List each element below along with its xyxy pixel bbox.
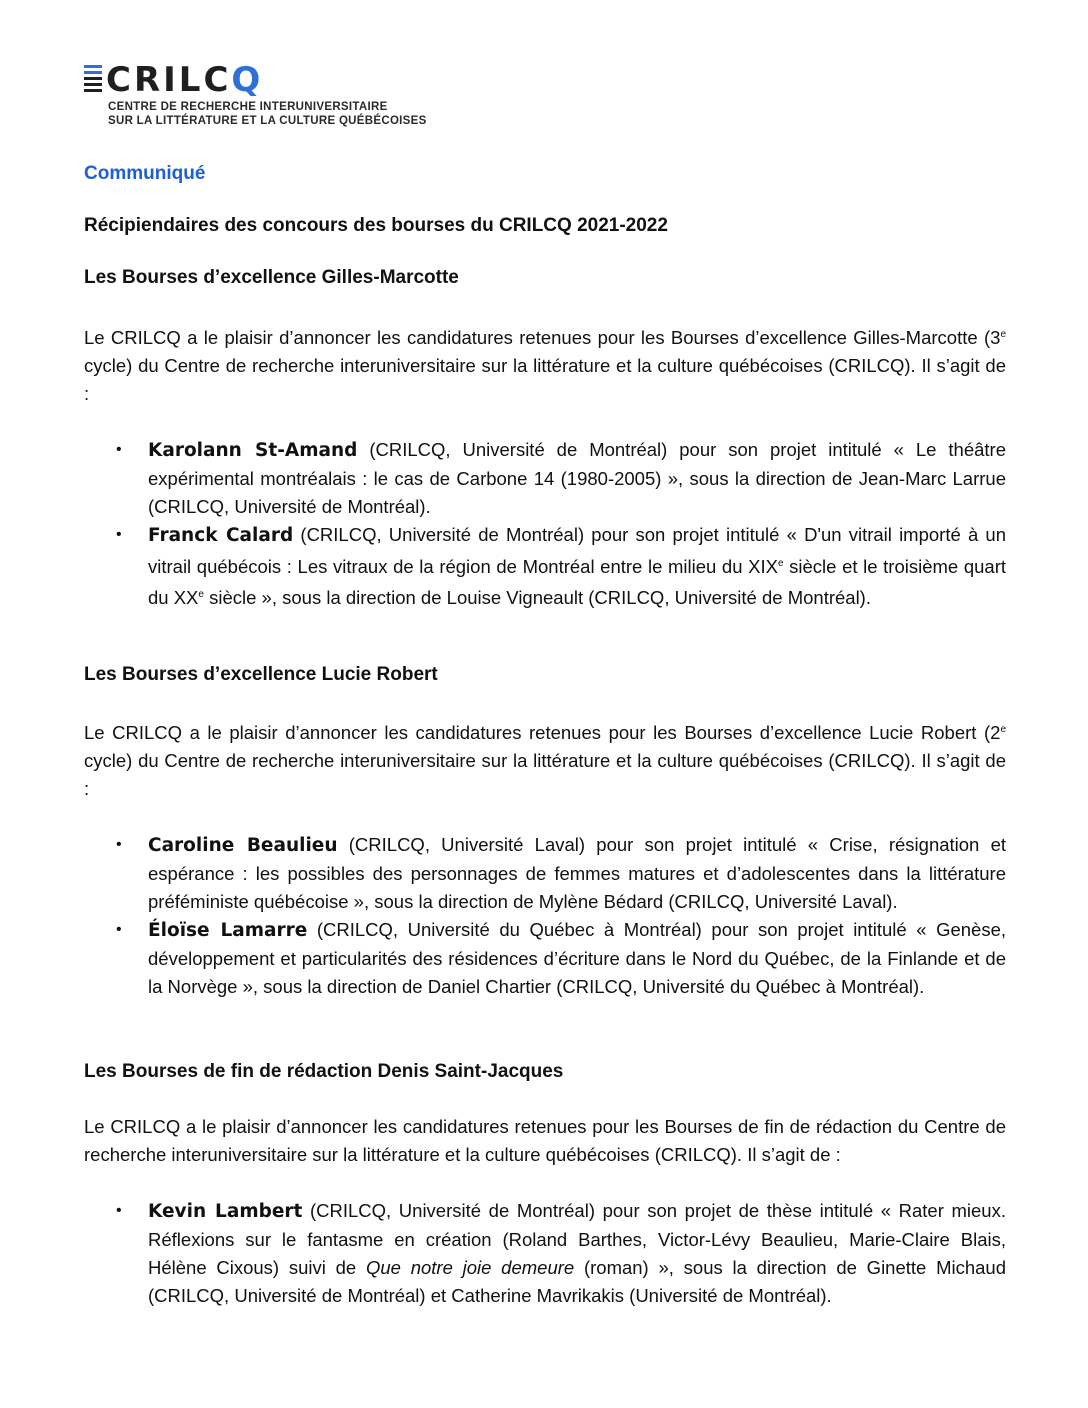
section-denis-saint-jacques bbox=[84, 1061, 1006, 1310]
section-intro: Le CRILCQ a le plaisir d’annoncer les candidatures retenues pour les Bourses d’excellence Lucie Robert (2e cycle) du Centre de recherche interuniversitaire sur la littérature et la culture québécoises (CRILCQ). Il s’agit de : bbox=[84, 722, 1006, 800]
recipient-name: Éloïse Lamarre bbox=[148, 920, 308, 942]
section-title: Les Bourses d’excellence Gilles-Marcotte bbox=[84, 267, 459, 288]
bullet-icon: • bbox=[116, 836, 122, 854]
bullet-icon: • bbox=[116, 1202, 122, 1219]
list-item: • Karolann St-Amand (CRILCQ, Université de Montréal) pour son projet intitulé « Le théâtre expérimental montréalais : le cas de Carbone 14 (1980-2005) », sous la direction de Jean-Marc Larrue (CRILCQ, Université de Montréal). bbox=[148, 436, 1006, 521]
recipient-list bbox=[84, 831, 1006, 1001]
section-lucie-robert bbox=[84, 664, 1006, 1001]
recipient-name: Karolann St-Amand bbox=[148, 440, 358, 462]
recipient-list bbox=[84, 1197, 1006, 1310]
recipient-name: Franck Calard bbox=[148, 525, 294, 547]
document-page bbox=[84, 60, 1007, 1306]
list-item: • Kevin Lambert (CRILCQ, Université de Montréal) pour son projet de thèse intitulé « Rater mieux. Réflexions sur le fantasme en création (Roland Barthes, Victor-Lévy Beaulieu, Marie-Claire Blais, Hélène Cixous) suivi de Que notre joie demeure (roman) », sous la direction de Ginette Michaud (CRILCQ, Université de Montréal) et Catherine Mavrikakis (Université de Montréal). bbox=[148, 1197, 1006, 1310]
section-intro: Le CRILCQ a le plaisir d’annoncer les candidatures retenues pour les Bourses de fin de rédaction du Centre de recherche interuniversitaire sur la littérature et la culture québécoises (CRILCQ). Il s’agit de : bbox=[84, 1116, 1006, 1165]
list-item: • Éloïse Lamarre (CRILCQ, Université du Québec à Montréal) pour son projet intitulé « Genèse, développement et particularités des résidences d’écriture dans le Nord du Québec, de la Finlande et de la Norvège », sous la direction de Daniel Chartier (CRILCQ, Université du Québec à Montréal). bbox=[148, 916, 1006, 1001]
section-title: Les Bourses d’excellence Lucie Robert bbox=[84, 664, 438, 685]
recipient-list bbox=[84, 436, 1006, 612]
list-item: • Caroline Beaulieu (CRILCQ, Université Laval) pour son projet intitulé « Crise, résignation et espérance : les possibles des personnages de femmes matures et d’adolescentes dans la littérature préféministe québécoise », sous la direction de Mylène Bédard (CRILCQ, Université Laval). bbox=[148, 831, 1006, 916]
section-gilles-marcotte bbox=[84, 267, 1006, 612]
page-title: Récipiendaires des concours des bourses du CRILCQ 2021-2022 bbox=[84, 215, 668, 236]
list-item: • Franck Calard (CRILCQ, Université de Montréal) pour son projet intitulé « D'un vitrail importé à un vitrail québécois : Les vitraux de la région de Montréal entre le milieu du XIXe siècle et le troisième quart du XXe siècle », sous la direction de Louise Vigneault (CRILCQ, Université de Montréal). bbox=[148, 521, 1006, 612]
logo-wordmark: CRILCQ bbox=[106, 60, 264, 100]
bullet-icon: • bbox=[116, 441, 122, 459]
bullet-icon: • bbox=[116, 921, 122, 939]
logo-stripes-icon bbox=[84, 65, 104, 95]
crilcq-logo bbox=[84, 60, 1006, 132]
bullet-icon: • bbox=[116, 526, 122, 544]
communique-label: Communiqué bbox=[84, 163, 206, 184]
logo-subtitle: CENTRE DE RECHERCHE INTERUNIVERSITAIRE SUR LA LITTÉRATURE ET LA CULTURE QUÉBÉCOISES bbox=[108, 101, 427, 127]
section-title: Les Bourses de fin de rédaction Denis Saint-Jacques bbox=[84, 1061, 564, 1082]
recipient-name: Kevin Lambert bbox=[148, 1201, 303, 1222]
recipient-name: Caroline Beaulieu bbox=[148, 835, 338, 857]
section-intro: Le CRILCQ a le plaisir d’annoncer les candidatures retenues pour les Bourses d’excellence Gilles-Marcotte (3e cycle) du Centre de recherche interuniversitaire sur la littérature et la culture québécoises (CRILCQ). Il s’agit de : bbox=[84, 327, 1006, 405]
